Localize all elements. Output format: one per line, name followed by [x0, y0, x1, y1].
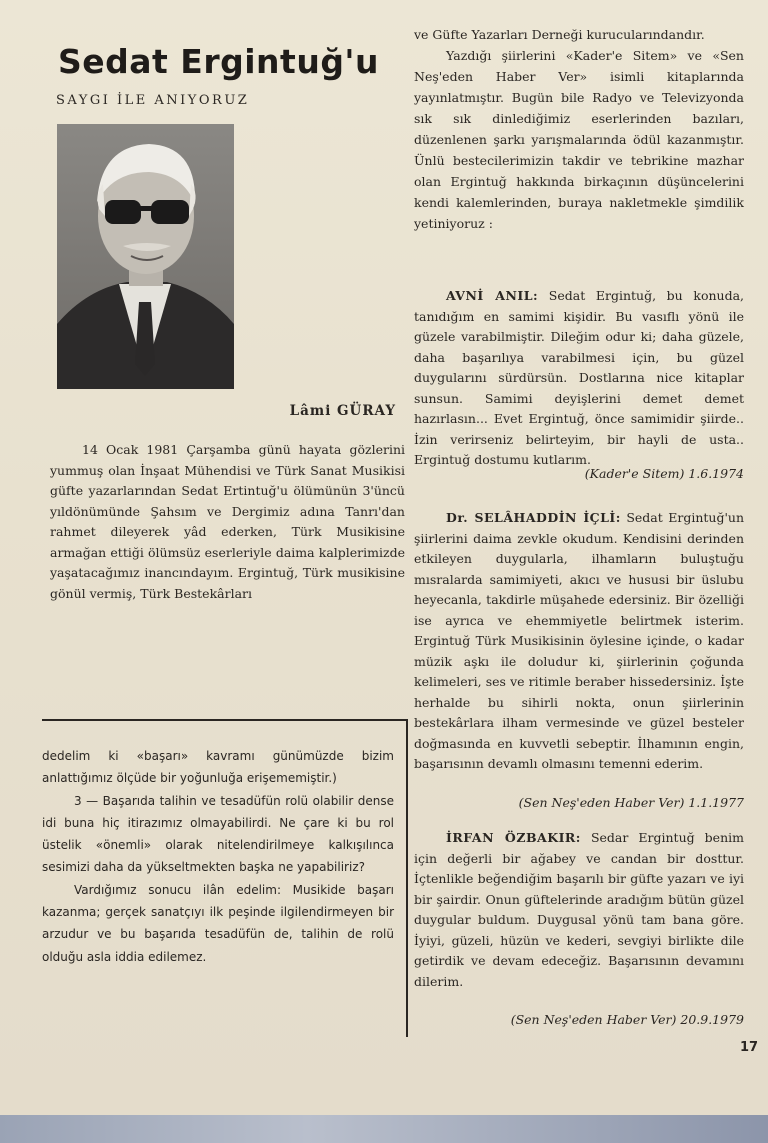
portrait-photo — [57, 124, 234, 389]
intro-column — [50, 440, 405, 604]
boxed-paragraph: dedelim ki «başarı» kavramı günümüzde bizim anlattığımız ölçüde bir yoğunluğa erişememiştir.) — [42, 749, 394, 786]
background-surface — [0, 1115, 768, 1143]
quote-text: Sedat Ergintuğ, bu konuda, tanıdığım en samimi kişidir. Bu vasıflı yönü ile güzele varabilmiştir. Dileğim odur ki; daha güzele, daha başarılıya varabilmesi için, bu güzel duygularını sürdürsün. Dostlarına nice kitaplar sunsun. Samimi deyişlerini demet demet hazırlasın... Evet Ergintuğ, önce samimidir şiirde.. İzin verirseniz belirteyim, bir hayli de usta.. Ergintuğ dostumu kutlarım. — [414, 288, 744, 467]
quote-source: (Kader'e Sitem) 1.6.1974 — [584, 466, 744, 481]
quote-block — [414, 828, 744, 992]
intro-paragraph: 14 Ocak 1981 Çarşamba günü hayata gözlerini yummuş olan İnşaat Mühendisi ve Türk Sanat Musikisi güfte yazarlarından Sedat Ertintuğ'u ölümünün 3'üncü yıldönümünde Şahsım ve Dergimiz adına Tanrı'dan rahmet dileyerek yâd ederken, Türk Musikisine armağan ettiği ölümsüz eserleriyle daima kalplerimizde yaşatacağımız inancındayım. Ergintuğ, Türk musikisine gönül vermiş, Türk Bestekârları — [50, 442, 405, 601]
quote-author: Dr. SELÂHADDİN İÇLİ: — [446, 510, 621, 525]
boxed-article — [42, 745, 394, 968]
author-name: Lâmi GÜRAY — [289, 403, 396, 419]
box-frame-top — [42, 719, 407, 721]
quote-block — [414, 508, 744, 775]
box-frame-right — [406, 719, 408, 1037]
quote-text: Sedar Ergintuğ benim için değerli bir ağabey ve candan bir dosttur. İçtenlikle beğendiğim başarılı bir güfte yazarı ve iyi bir şairdir. Onun güftelerinde aradığım bütün güzel duygular buldum. Duygusal yönü tam bana göre. İyiyi, güzeli, hüzün ve kederi, sevgiyi birlikte dile getirdik ve devam edeceğiz. Başarısının devamını dilerim. — [414, 830, 744, 989]
quote-author: AVNİ ANIL: — [446, 288, 539, 303]
quote-text: Sedat Ergintuğ'un şiirlerini daima zevkle okudum. Kendisini derinden etkileyen duygularla, ilhamların buluştuğu mısralarda samimiyeti, akıcı ve hususi bir üslubu heyecanla, takdirle müşahede edersiniz. Bir özelliği ise ayrıca ve ehemmiyetle belirtmek isterim. Ergintuğ Türk Musikisinin öylesine içinde, o kadar müzik aşkı ile doludur ki, şiirlerinin çoğunda kelimeleri, ses ve ritimle beraber hissedersiniz. İşte herhalde bu sihirli nokta, onun şiirlerinin bestekârlara ilham vermesinde ve güzel besteler doğmasında en kuvvetli sebeptir. İlhamının engin, başarısının devamlı olmasını temenni ederim. — [414, 510, 744, 771]
quote-source: (Sen Neş'eden Haber Ver) 20.9.1979 — [510, 1012, 744, 1027]
right-column-intro — [414, 24, 744, 234]
quote-block — [414, 286, 744, 471]
page-number: 17 — [740, 1040, 759, 1055]
article-title: Sedat Ergintuğ'u — [58, 42, 380, 81]
article-subtitle: SAYGI İLE ANIYORUZ — [56, 93, 250, 108]
quote-source: (Sen Neş'eden Haber Ver) 1.1.1977 — [518, 795, 744, 810]
quote-author: İRFAN ÖZBAKIR: — [446, 830, 581, 845]
boxed-paragraph: 3 — Başarıda talihin ve tesadüfün rolü olabilir dense idi buna hiç itirazımız olmayabilirdi. Ne çare ki bu rol üstelik «önemli» olarak nitelendirilmeye kalkışılınca sesimizi daha da yükseltmekten başka ne yapabiliriz? — [42, 793, 394, 875]
continued-paragraph: ve Güfte Yazarları Derneği kurucularındandır. — [414, 27, 705, 42]
boxed-paragraph: Vardığımız sonucu ilân edelim: Musikide başarı kazanma; gerçek sanatçıyı ilk peşinde ilgilendirmeyen bir arzudur ve bu başarıda tesadüfün de, talihin de rolü olduğu asla iddia edilemez. — [42, 882, 394, 964]
body-paragraph: Yazdığı şiirlerini «Kader'e Sitem» ve «Sen Neş'eden Haber Ver» isimli kitaplarında yayınlatmıştır. Bugün bile Radyo ve Televizyonda sık sık dinlediğimiz eserlerinden bazıları, düzenlenen şarkı yarışmalarında ödül kazanmıştır. Ünlü bestecilerimizin takdir ve tebrikine mazhar olan Ergintuğ hakkında birkaçının düşüncelerini kendi kalemlerinden, buraya nakletmekle şimdilik yetiniyoruz : — [414, 48, 744, 231]
